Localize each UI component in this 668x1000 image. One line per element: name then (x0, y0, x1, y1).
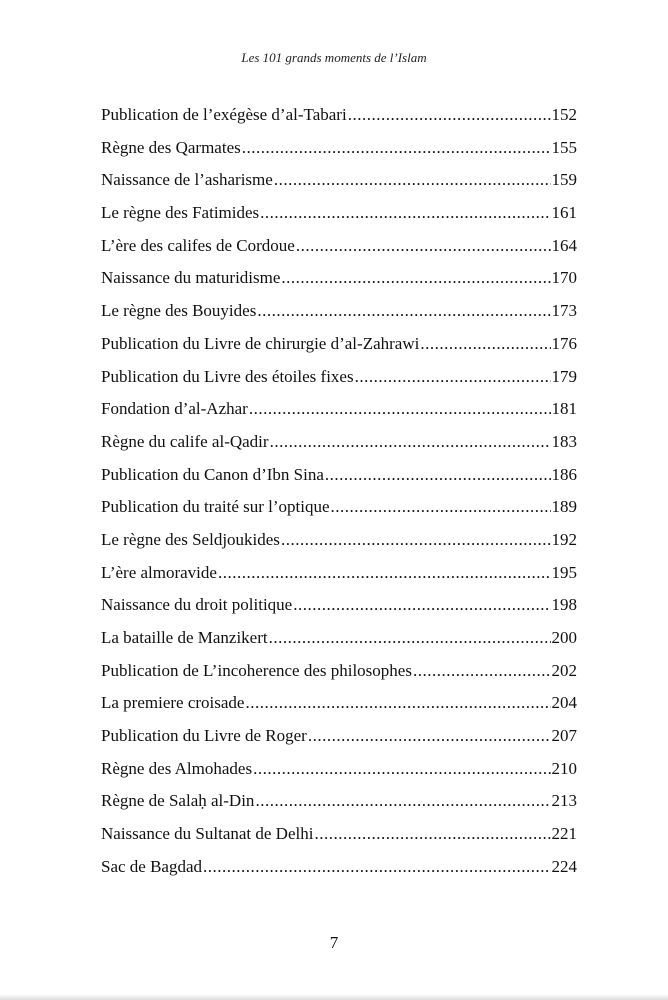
toc-entry-page: 176 (551, 333, 577, 353)
toc-dot-leader (296, 230, 551, 263)
toc-entry-title: Sac de Bagdad (101, 856, 203, 876)
page-edge-shadow (0, 994, 668, 1000)
toc-entry-title: Fondation d’al-Azhar (101, 399, 248, 419)
toc-entry (101, 818, 577, 851)
page-number: 7 (329, 933, 339, 952)
running-header: Les 101 grands moments de l’Islam (241, 50, 427, 65)
toc-dot-leader (245, 687, 550, 720)
toc-entry (101, 655, 577, 688)
toc-entry-title: Règne du calife al-Qadir (101, 431, 269, 451)
toc-dot-leader (413, 655, 551, 688)
toc-entry-title: Le règne des Fatimides (101, 203, 260, 223)
toc-entry (101, 262, 577, 295)
toc-dot-leader (249, 393, 551, 426)
toc-entry-page: 161 (551, 203, 577, 223)
toc-entry (101, 687, 577, 720)
toc-dot-leader (270, 426, 551, 459)
toc-entry-title: Publication du Livre de Roger (101, 726, 307, 746)
toc-entry-page: 198 (551, 595, 577, 615)
toc-dot-leader (314, 818, 550, 851)
toc-entry-page: 207 (551, 726, 577, 746)
toc-entry-page: 186 (551, 464, 577, 484)
toc-dot-leader (253, 753, 550, 786)
toc-entry-page: 204 (551, 693, 577, 713)
toc-entry (101, 361, 577, 394)
toc-dot-leader (281, 262, 550, 295)
toc-entry-title: L’ère des califes de Cordoue (101, 235, 295, 255)
toc-dot-leader (203, 851, 550, 884)
toc-entry (101, 622, 577, 655)
toc-entry (101, 557, 577, 590)
toc-entry (101, 753, 577, 786)
toc-dot-leader (269, 622, 551, 655)
toc-entry-page: 179 (551, 366, 577, 386)
toc-entry-title: Publication du Livre des étoiles fixes (101, 366, 354, 386)
toc-entry-title: La premiere croisade (101, 693, 245, 713)
toc-entry-page: 181 (551, 399, 577, 419)
toc-entry-page: 155 (551, 137, 577, 157)
toc-entry (101, 491, 577, 524)
toc-entry (101, 785, 577, 818)
toc-dot-leader (242, 132, 551, 165)
toc-entry-title: Le règne des Seldjoukides (101, 529, 280, 549)
toc-entry (101, 99, 577, 132)
toc-entry-title: Publication de l’exégèse d’al-Tabari (101, 105, 347, 124)
toc-entry-page: 221 (551, 824, 577, 844)
toc-entry (101, 459, 577, 492)
toc-entry-title: Naissance du maturidisme (101, 268, 281, 288)
toc-entry-page: 183 (551, 431, 577, 451)
toc-entry-page: 202 (551, 660, 577, 680)
toc-entry (101, 230, 577, 263)
toc-entry-page: 164 (551, 235, 577, 255)
toc-dot-leader (325, 459, 551, 492)
toc-entry-title: Publication du Livre de chirurgie d’al-Zahrawi (101, 333, 420, 353)
toc-entry-title: L’ère almoravide (101, 562, 217, 582)
toc-dot-leader (420, 328, 550, 361)
toc-entry-page: 192 (551, 529, 577, 549)
toc-dot-leader (274, 164, 551, 197)
toc-entry (101, 851, 577, 884)
toc-entry-title: Publication de L’incoherence des philosophes (101, 660, 412, 680)
toc-dot-leader (218, 557, 551, 590)
toc-dot-leader (308, 720, 551, 753)
toc-entry-title: Règne des Almohades (101, 758, 253, 778)
toc-entry-page: 152 (551, 105, 577, 124)
toc-dot-leader (355, 361, 551, 394)
toc-entry-page: 159 (551, 170, 577, 190)
toc-entry-title: Publication du Canon d’Ibn Sina (101, 464, 324, 484)
toc-entry (101, 524, 577, 557)
toc-entry (101, 328, 577, 361)
toc-entry (101, 197, 577, 230)
toc-entry (101, 132, 577, 165)
toc-entry-title: Règne de Salaḥ al-Din (101, 791, 255, 811)
toc-entry-title: Naissance du Sultanat de Delhi (101, 824, 314, 844)
toc-entry-title: Naissance de l’asharisme (101, 170, 273, 190)
toc-dot-leader (348, 99, 551, 132)
toc-entry-page: 200 (551, 628, 577, 647)
toc-entry-page: 170 (551, 268, 577, 288)
toc-entry-page: 195 (551, 562, 577, 582)
toc-entry (101, 393, 577, 426)
toc-entry-title: Naissance du droit politique (101, 595, 293, 615)
toc-entry-page: 173 (551, 301, 577, 321)
toc-entry-title: Publication du traité sur l’optique (101, 497, 330, 517)
toc-entry-page: 224 (551, 856, 577, 876)
toc-entry-title: Règne des Qarmates (101, 137, 241, 157)
toc-entry (101, 720, 577, 753)
toc-dot-leader (260, 197, 550, 230)
toc-dot-leader (255, 785, 550, 818)
toc-dot-leader (293, 589, 550, 622)
toc-dot-leader (281, 524, 551, 557)
table-of-contents (101, 99, 577, 884)
toc-entry-page: 189 (551, 497, 577, 517)
toc-entry-title: La bataille de Manzikert (101, 628, 268, 647)
toc-entry-page: 213 (551, 791, 577, 811)
toc-entry (101, 295, 577, 328)
toc-entry-page: 210 (551, 758, 577, 778)
toc-entry (101, 589, 577, 622)
toc-entry-title: Le règne des Bouyides (101, 301, 257, 321)
toc-dot-leader (257, 295, 550, 328)
toc-entry (101, 164, 577, 197)
toc-dot-leader (331, 491, 551, 524)
toc-entry (101, 426, 577, 459)
